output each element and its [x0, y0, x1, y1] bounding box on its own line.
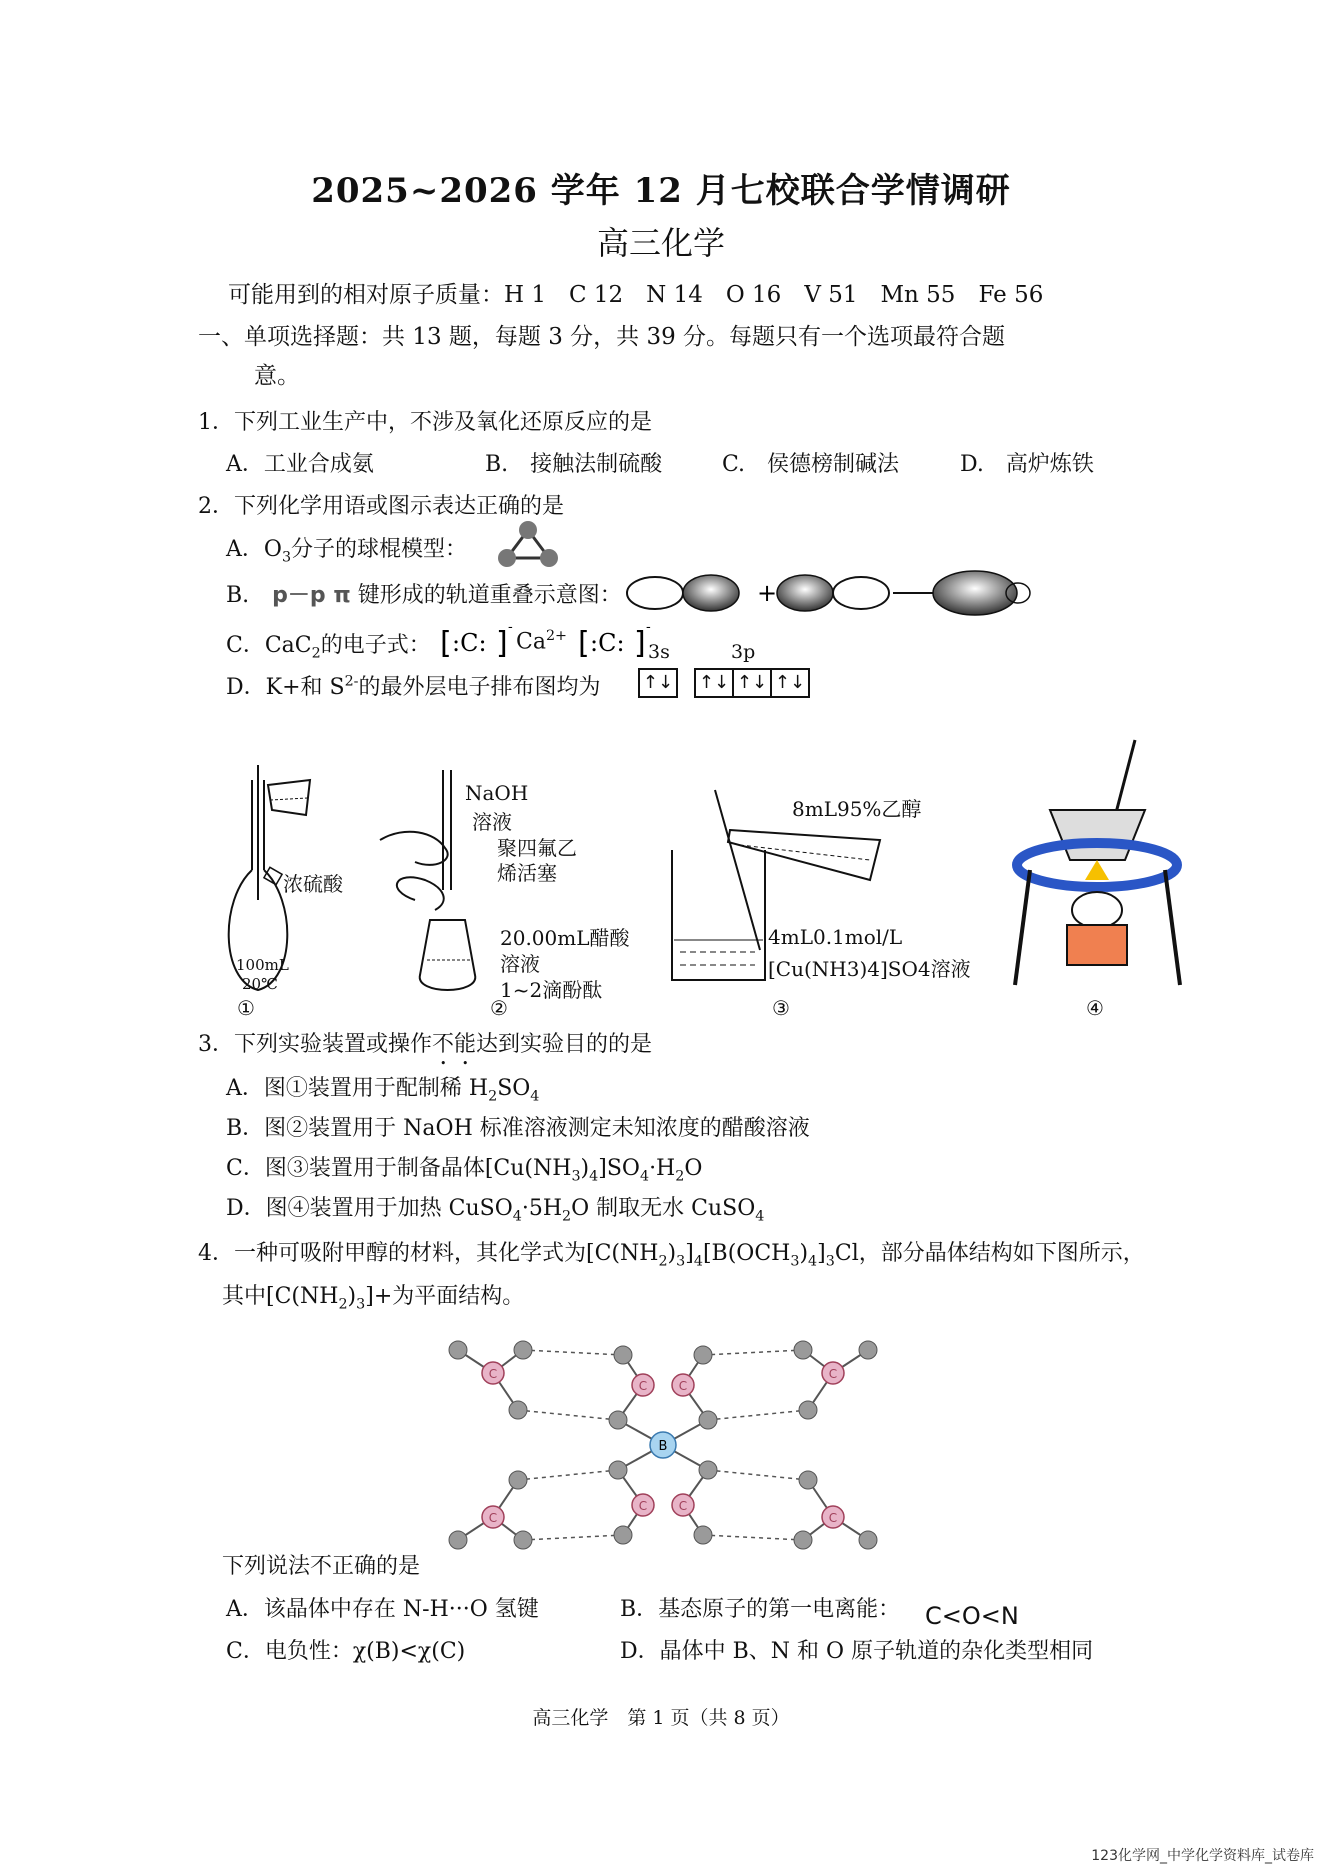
fig3-complex-solution: [Cu(NH3)4]SO4溶液 [768, 957, 971, 981]
figure-4-crucible-heating [1005, 740, 1185, 1000]
fig2-acetic-acid: 20.00mL醋酸 [500, 926, 630, 950]
atom-c-label: C [488, 1367, 498, 1381]
atom-b-label: B [658, 1439, 668, 1454]
q3-option-a: A．图①装置用于配制稀 $H_2SO_4$ [226, 1076, 540, 1105]
q4-stem-line1: 4．一种可吸附甲醇的材料，其化学式为$[C(NH_2)_3]_4[B(OCH_3)_4]_3Cl$，部分晶体结构如下图所示， [198, 1241, 1145, 1270]
q2-stem: 2．下列化学用语或图示表达正确的是 [198, 494, 564, 519]
q2-option-a: A．$O_3$分子的球棍模型： [226, 537, 468, 566]
fig2-solution-2: 溶液 [500, 952, 540, 976]
svg-text:[: [ [578, 626, 590, 661]
q1-option-d: D. 高炉炼铁 [960, 452, 1094, 477]
fig-number-1: ① [237, 996, 255, 1020]
q4-sub-stem: 下列说法不正确的是 [222, 1554, 421, 1579]
fig3-concentration: 4mL0.1mol/L [768, 925, 903, 949]
fig2-stopcock: 烯活塞 [497, 861, 557, 885]
orbital-box-3p-3: ↑↓ [770, 668, 810, 698]
atom-c-label: C [638, 1379, 648, 1393]
q4-option-a: A．该晶体中存在 N-H···O 氢键 [226, 1597, 539, 1622]
page-footer: 高三化学 第 1 页（共 8 页） [532, 1707, 790, 1729]
q1-option-b: B. 接触法制硫酸 [485, 452, 663, 477]
q3-option-c: C．图③装置用于制备晶体$[Cu(NH_3)_4]SO_4\cdot H_2O$ [226, 1156, 703, 1185]
fig-number-2: ② [490, 996, 508, 1020]
fig1-flask-volume: 100mL [236, 956, 289, 974]
q3-stem: 3．下列实验装置或操作不能达到实验目的的是 [198, 1032, 653, 1057]
atom-c-label: C [678, 1499, 688, 1513]
q4-option-d: D．晶体中 B、N 和 O 原子轨道的杂化类型相同 [620, 1639, 1094, 1664]
q4-option-c: C．电负性：χ(B)<χ(C) [226, 1639, 466, 1664]
atom-c-label: C [828, 1367, 838, 1381]
orbital-3s-label: 3s [648, 641, 670, 663]
q2-option-d: D．K+和 $S^{2-}$的最外层电子排布图均为 [226, 673, 601, 700]
q4-stem-line2: 其中$[C(NH_2)_3]+$为平面结构。 [222, 1284, 525, 1313]
fig-number-4: ④ [1086, 996, 1104, 1020]
ca-ion: $Ca^{2+}$ [516, 628, 568, 655]
q1-option-c: C. 侯德榜制碱法 [722, 452, 900, 477]
q3-option-b: B．图②装置用于 NaOH 标准溶液测定未知浓度的醋酸溶液 [226, 1116, 810, 1141]
svg-text:+: + [757, 579, 778, 607]
orbital-box-3p-1: ↑↓ [694, 668, 734, 698]
svg-text::C:: :C: [452, 629, 487, 657]
q1-stem: 1．下列工业生产中，不涉及氧化还原反应的是 [198, 410, 652, 435]
q1-option-a: A．工业合成氨 [226, 452, 374, 477]
orbital-overlap-result [915, 568, 1030, 618]
atom-c-label: C [488, 1511, 498, 1525]
o3-ball-stick-model [495, 518, 561, 570]
atom-c-label: C [828, 1511, 838, 1525]
fig-number-3: ③ [772, 996, 790, 1020]
svg-text:-: - [508, 619, 513, 635]
orbital-3p-label: 3p [731, 641, 756, 663]
exam-title: 2025~2026 学年 12 月七校联合学情调研 [311, 171, 1011, 211]
fig3-ethanol: 8mL95%乙醇 [792, 797, 922, 821]
fig2-ptfe: 聚四氟乙 [497, 836, 577, 860]
q2-option-c: C．CaC$_2$的电子式： [226, 633, 431, 662]
q4-option-b: B．基态原子的第一电离能： [620, 1597, 901, 1622]
exam-subject: 高三化学 [596, 224, 725, 262]
svg-text:]: ] [496, 626, 508, 661]
section-heading-line2: 意。 [254, 363, 300, 389]
fig1-label-acid: 浓硫酸 [283, 872, 343, 896]
svg-text:-: - [646, 619, 651, 635]
watermark: 123化学网_中学化学资料库_试卷库 [1091, 1848, 1314, 1864]
svg-text:]: ] [634, 626, 646, 661]
fig2-naoh: NaOH [465, 781, 529, 805]
ionization-order: C<O<N [925, 1602, 1019, 1630]
atom-c-label: C [678, 1379, 688, 1393]
atomic-masses: 可能用到的相对原子质量：H 1 C 12 N 14 O 16 V 51 Mn 55 Fe 56 [228, 282, 1044, 308]
q3-option-d: D．图④装置用于加热 $CuSO_4\cdot 5H_2O$ 制取无水 CuSO$_4$ [226, 1196, 765, 1225]
fig1-flask-temp: 20℃ [242, 975, 278, 993]
atom-c-label: C [638, 1499, 648, 1513]
svg-text:[: [ [440, 626, 452, 661]
section-heading-line1: 一、单项选择题：共 13 题，每题 3 分，共 39 分。每题只有一个选项最符合题 [198, 324, 1006, 350]
q2-option-b: B. p－p π 键形成的轨道重叠示意图： [226, 583, 622, 608]
fig2-solution: 溶液 [472, 810, 512, 834]
orbital-box-3p-2: ↑↓ [732, 668, 772, 698]
crystal-structure-figure [428, 1325, 898, 1555]
fig2-phenolphthalein: 1~2滴酚酞 [500, 978, 603, 1002]
svg-text::C:: :C: [590, 629, 625, 657]
orbital-box-3s: ↑↓ [638, 668, 678, 698]
